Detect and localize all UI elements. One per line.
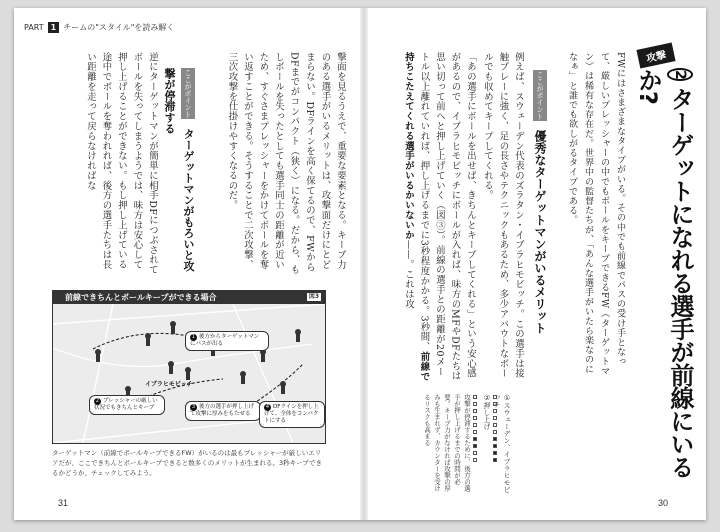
chart-squares-2 bbox=[472, 394, 480, 463]
section-tag: 攻撃 bbox=[636, 42, 675, 68]
point-badge: ここがポイント bbox=[533, 70, 547, 121]
square bbox=[493, 423, 497, 427]
left-subhead-block bbox=[162, 68, 198, 278]
running-header bbox=[24, 22, 174, 33]
callout-number: 3 bbox=[191, 404, 196, 410]
square-filled bbox=[493, 451, 497, 455]
title-text: ターゲットになれる選手が前線にいるか? bbox=[634, 68, 694, 478]
square bbox=[493, 430, 497, 434]
right-subhead-block bbox=[528, 70, 550, 380]
square-filled bbox=[473, 437, 477, 441]
callout-number: 4 bbox=[265, 404, 270, 410]
left-body-2: 逆にターゲットマンが簡単に相手DFにつぶされてボールを失ってしまうようでは、味方は安心して押し上げることができない。もし押し上げている途中でボールを奪われれば、後方の選手たちは長い距離を走って戻らなければな bbox=[85, 52, 158, 275]
square bbox=[493, 416, 497, 420]
right-page-number: 30 bbox=[658, 498, 669, 508]
right-body-1: 例えば、スウェーデン代表のズラタン・イブラヒモビッチ。この選手は接触プレーに強く、足の長さやテクニックもあるため、多少アバウトなボールでも収めてキープしてくれる。 bbox=[482, 52, 524, 379]
chart-item-2: ②押し上げ bbox=[483, 394, 491, 430]
book-spread bbox=[14, 8, 706, 520]
square bbox=[473, 395, 477, 399]
square bbox=[473, 423, 477, 427]
square bbox=[493, 395, 497, 399]
left-page-number: 31 bbox=[58, 498, 69, 508]
square bbox=[473, 458, 477, 462]
bold-emphasis: 前線で持ちこたえてくれる選手がいるかいないか bbox=[403, 52, 430, 382]
right-subhead: 優秀なターゲットマンがいるメリット bbox=[533, 130, 547, 335]
square bbox=[473, 430, 477, 434]
right-body-2-text: 「あの選手にボールを出せば、きちんとキープしてくれる」という安心感があるので、イブラヒモビッチにボールが入れば、味方のMFやDFたちは思い切って前へと押し上げていく（図③）。前線の選手との距離が20メートル以上離れていれば、押し上げるまでに3秒程度かかる。3秒間、 bbox=[418, 52, 476, 381]
section-number: 2 bbox=[667, 68, 693, 81]
chart-note: 攻撃が停滞するために、後方の選手が押し上げるまでの時間が必要。キープ力がなければ攻撃の厚みも生まれず、カウンターを受けるリスクも高まる bbox=[423, 394, 471, 492]
page-title bbox=[632, 68, 696, 488]
callout-3 bbox=[185, 401, 261, 421]
square bbox=[473, 409, 477, 413]
part-number: 1 bbox=[48, 22, 60, 33]
point-badge: ここがポイント bbox=[181, 68, 195, 119]
square-filled bbox=[493, 437, 497, 441]
callout-text: DFラインを押し上げて、全体をコンパクトにする bbox=[264, 404, 319, 424]
callout-number: 1 bbox=[191, 334, 196, 340]
square bbox=[473, 416, 477, 420]
chart-item-1: ①スウェーデン、イブラヒモビッチ bbox=[493, 394, 511, 493]
square bbox=[473, 402, 477, 406]
square-filled bbox=[473, 444, 477, 448]
figure-number: 図3 bbox=[308, 293, 319, 300]
figure-caption: ターゲットマン（前線でボールキープできるFW）がいるのは最もプレッシャーが厳しいエリアだが、ここできちんとボールキープできると数多くのメリットが生まれる。3秒キープできるかどうか、チェックしてみよう。 bbox=[52, 449, 322, 477]
part-label: PART bbox=[24, 23, 44, 32]
square-filled bbox=[493, 458, 497, 462]
left-body-1: 撃面を見るうえで、重要な要素となる。キープ力のある選手がいるメリットは、攻撃面だけにとどまらない。DFラインを高く保てるので、FWからDFまでがコンパクト（狭く）になる。だから、もしボールを失ったとしても選手同士の距離が近いため、すぐさまプレッシャーをかけてボールを奪い返すことができる。そうすることで二次攻撃、三次攻撃を仕掛けやすくなるのだ。 bbox=[226, 52, 346, 275]
callout-text: 後方の選手が押し上げて攻撃に厚みをもたせる bbox=[190, 404, 255, 417]
square bbox=[473, 451, 477, 455]
chart-col-2 bbox=[480, 394, 492, 494]
left-subhead: ターゲットマンがもろいと攻撃が停滞する bbox=[163, 68, 195, 272]
square bbox=[493, 402, 497, 406]
player-label: イブラヒモビッチ bbox=[145, 381, 193, 388]
checklist-chart bbox=[412, 394, 512, 494]
callout-2 bbox=[89, 395, 165, 415]
chart-col-1 bbox=[493, 394, 512, 494]
right-body-2 bbox=[390, 52, 478, 382]
callout-text: 後方からターゲットマンにパスが出る bbox=[190, 334, 260, 347]
callout-4 bbox=[259, 401, 325, 428]
intro-text: FWにはさまざまなタイプがいる。その中でも前線でパスの受け手となって、厳しいプレッシャーの中でもボールをキープできるFW（ターゲットマン）は稀有な存在だ。世界中の監督たちが、「あんな選手がいたら楽なのになぁ」と誰でも欲しがるタイプである。 bbox=[567, 52, 625, 376]
callout-1 bbox=[185, 331, 269, 351]
field-diagram bbox=[52, 290, 326, 444]
figure-title: 前線できちんとボールキープができる場合 bbox=[53, 291, 325, 304]
square-filled bbox=[493, 444, 497, 448]
right-body-3: ——。これは攻 bbox=[403, 239, 414, 310]
callout-number: 2 bbox=[95, 398, 100, 404]
book-gutter bbox=[360, 8, 368, 520]
chapter-title: チームの"スタイル"を読み解く bbox=[63, 23, 175, 32]
callout-text: プレッシャーの厳しい状況でもきちんとキープ bbox=[94, 398, 158, 411]
square bbox=[493, 409, 497, 413]
